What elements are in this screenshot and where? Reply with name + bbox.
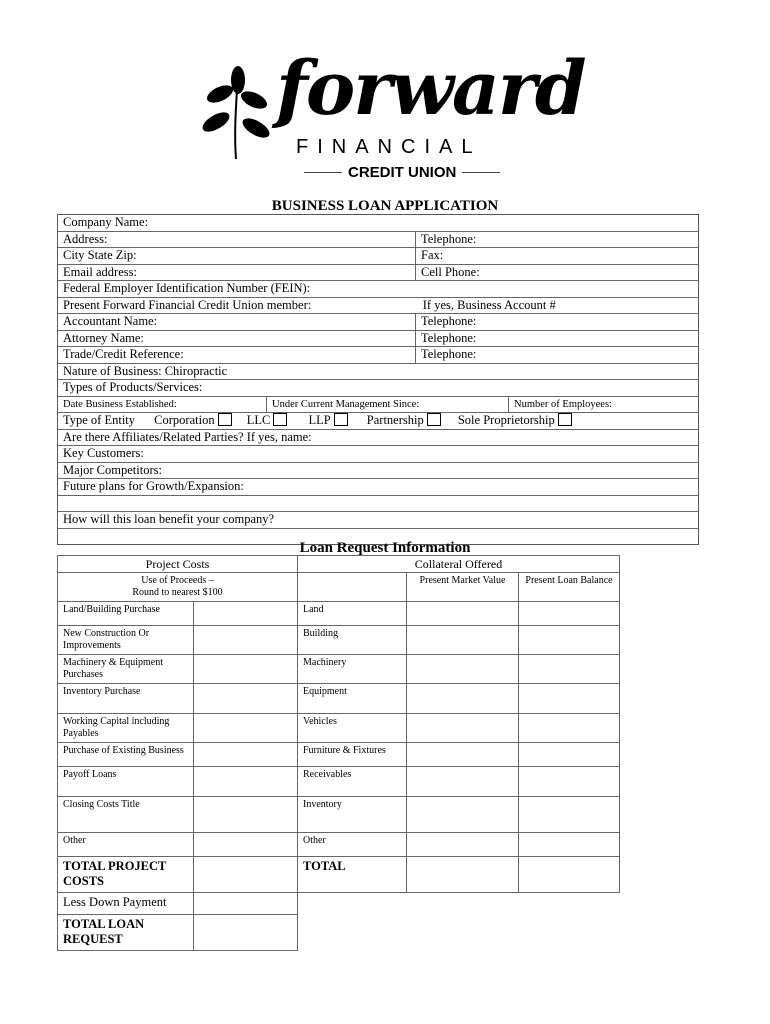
trade-telephone-field[interactable]: Telephone: [415,347,698,363]
loan-section-title: Loan Request Information [299,540,471,556]
project-amount-cell[interactable] [194,602,298,626]
total-loan-balance-cell[interactable] [519,857,620,893]
attorney-telephone-field[interactable]: Telephone: [415,331,698,347]
logo-wordmark: forward [276,46,585,132]
loan-balance-cell[interactable] [519,684,620,714]
llp-label: LLP [308,413,331,427]
company-name-field[interactable]: Company Name: [63,215,149,229]
market-value-cell[interactable] [407,767,519,797]
corporation-label: Corporation [154,413,215,427]
products-services-field[interactable]: Types of Products/Services: [63,380,203,394]
fein-field[interactable]: Federal Employer Identification Number (FEIN): [63,281,311,295]
loan-balance-cell[interactable] [519,767,620,797]
future-plans-blank-line[interactable] [58,496,698,512]
collateral-blank-header [298,573,407,602]
attorney-field[interactable]: Attorney Name: [63,330,144,345]
loan-balance-cell[interactable] [519,655,620,684]
market-value-cell[interactable] [407,714,519,743]
loan-benefit-field[interactable]: How will this loan benefit your company? [63,512,275,526]
less-down-payment-label: Less Down Payment [58,893,194,915]
loan-balance-cell[interactable] [519,602,620,626]
loan-balance-cell[interactable] [519,797,620,833]
loan-balance-cell[interactable] [519,626,620,655]
divider [462,172,500,173]
partnership-checkbox[interactable] [427,413,441,426]
collateral-item-label: Vehicles [298,714,407,743]
collateral-item-label: Building [298,626,407,655]
loan-request-table [57,555,620,951]
business-account-field[interactable]: If yes, Business Account # [422,297,556,312]
collateral-item-label: Land [298,602,407,626]
collateral-item-label: Machinery [298,655,407,684]
major-competitors-field[interactable]: Major Competitors: [63,462,162,477]
project-item-label: Purchase of Existing Business [58,743,194,767]
logo-credit-union [304,164,504,181]
project-amount-cell[interactable] [194,743,298,767]
logo-financial: FINANCIAL [296,136,482,158]
date-established-field[interactable]: Date Business Established: [63,398,177,410]
entity-type-label: Type of Entity [63,413,136,427]
project-item-label: New Construction Or Improvements [58,626,194,655]
corporation-checkbox[interactable] [218,413,232,426]
market-value-cell[interactable] [407,743,519,767]
project-item-label: Other [58,833,194,857]
collateral-item-label: Furniture & Fixtures [298,743,407,767]
project-item-label: Machinery & Equipment Purchases [58,655,194,684]
nature-of-business-field[interactable]: Nature of Business: Chiropractic [63,363,228,378]
project-amount-cell[interactable] [194,684,298,714]
llc-checkbox[interactable] [273,413,287,426]
project-amount-cell[interactable] [194,797,298,833]
sole-proprietorship-label: Sole Proprietorship [457,413,555,427]
project-costs-header: Project Costs [58,556,298,573]
fax-field[interactable]: Fax: [415,248,698,264]
key-customers-field[interactable]: Key Customers: [63,446,144,460]
project-amount-cell[interactable] [194,626,298,655]
down-payment-cell[interactable] [194,893,298,915]
collateral-item-label: Other [298,833,407,857]
city-state-zip-field[interactable]: City State Zip: [63,248,137,262]
email-field[interactable]: Email address: [63,264,137,279]
market-value-cell[interactable] [407,833,519,857]
leaf-icon [196,64,276,164]
llc-label: LLC [246,413,271,427]
forward-financial-logo [196,46,585,188]
accountant-telephone-field[interactable]: Telephone: [415,314,698,330]
use-of-proceeds-header: Use of Proceeds – Round to nearest $100 [58,573,298,602]
member-field[interactable]: Present Forward Financial Credit Union member: [63,297,312,312]
market-value-cell[interactable] [407,626,519,655]
accountant-field[interactable]: Accountant Name: [63,314,158,328]
divider [304,172,342,173]
loan-balance-cell[interactable] [519,833,620,857]
project-amount-cell[interactable] [194,833,298,857]
partnership-label: Partnership [366,413,424,427]
page-title: BUSINESS LOAN APPLICATION [271,198,499,214]
collateral-offered-header: Collateral Offered [298,556,620,573]
business-info-form [57,214,699,545]
total-loan-request-label: TOTAL LOAN REQUEST [58,915,194,951]
project-amount-cell[interactable] [194,767,298,797]
entity-type-row [58,413,698,430]
market-value-cell[interactable] [407,655,519,684]
address-field[interactable]: Address: [63,231,108,246]
collateral-item-label: Receivables [298,767,407,797]
project-item-label: Inventory Purchase [58,684,194,714]
market-value-cell[interactable] [407,602,519,626]
project-item-label: Working Capital including Payables [58,714,194,743]
num-employees-field[interactable]: Number of Employees: [508,397,694,413]
sole-proprietorship-checkbox[interactable] [558,413,572,426]
loan-balance-cell[interactable] [519,743,620,767]
total-market-value-cell[interactable] [407,857,519,893]
total-project-costs-cell[interactable] [194,857,298,893]
collateral-item-label: Inventory [298,797,407,833]
affiliates-field[interactable]: Are there Affiliates/Related Parties? If yes, name: [63,429,312,444]
present-market-value-header: Present Market Value [407,573,519,602]
total-project-costs-label: TOTAL PROJECT COSTS [58,857,194,893]
llp-checkbox[interactable] [334,413,348,426]
future-plans-field[interactable]: Future plans for Growth/Expansion: [63,479,244,493]
project-amount-cell[interactable] [194,714,298,743]
collateral-total-label: TOTAL [298,857,407,893]
telephone-field[interactable]: Telephone: [415,232,698,248]
logo-credit-union-text: CREDIT UNION [348,164,457,181]
market-value-cell[interactable] [407,797,519,833]
market-value-cell[interactable] [407,684,519,714]
project-item-label: Closing Costs Title [58,797,194,833]
under-management-field[interactable]: Under Current Management Since: [266,397,508,413]
cell-phone-field[interactable]: Cell Phone: [415,265,698,281]
project-item-label: Land/Building Purchase [58,602,194,626]
collateral-item-label: Equipment [298,684,407,714]
project-item-label: Payoff Loans [58,767,194,797]
present-loan-balance-header: Present Loan Balance [519,573,620,602]
project-amount-cell[interactable] [194,655,298,684]
total-loan-request-cell[interactable] [194,915,298,951]
loan-balance-cell[interactable] [519,714,620,743]
trade-credit-field[interactable]: Trade/Credit Reference: [63,347,184,361]
